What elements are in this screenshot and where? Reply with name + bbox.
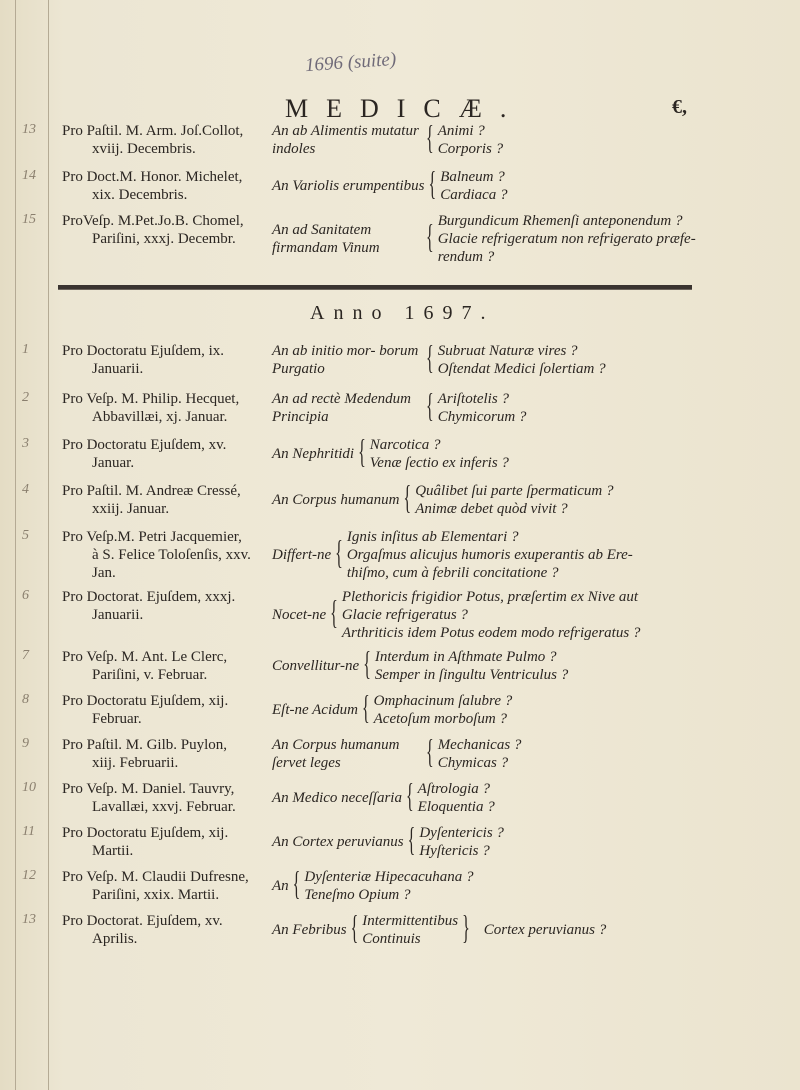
question-stem: An Variolis erumpentibus xyxy=(272,178,425,194)
disputation-occasion xyxy=(62,168,268,204)
occasion-line: Pro Doctoratu Ejuſdem, xij. xyxy=(62,825,229,841)
brace-glyph: { xyxy=(428,167,437,203)
brace-glyph: { xyxy=(426,341,434,377)
question-stem: An Corpus humanum ſervet leges xyxy=(272,737,400,771)
entry-number: 12 xyxy=(22,868,36,883)
alternative: Chymicorum ? xyxy=(437,409,527,425)
occasion-date: xviij. Decembris. xyxy=(92,141,196,157)
occasion-line: Pro Doctoratu Ejuſdem, xij. xyxy=(62,693,229,709)
disputation-occasion xyxy=(62,692,268,728)
entry-number: 4 xyxy=(22,482,29,497)
thesis-question xyxy=(272,528,633,582)
alternative: Chymicas ? xyxy=(437,755,509,771)
alternative: Quâlibet ſui parte ſpermaticum ? xyxy=(415,483,614,499)
disputation-occasion xyxy=(62,342,268,378)
alternative: Orgaſmus alicujus humoris exuperantis ab Ere- xyxy=(346,547,633,563)
occasion-date: Pariſini, xxxj. Decembr. xyxy=(92,231,236,247)
occasion-line: Pro Veſp. M. Philip. Hecquet, xyxy=(62,391,240,407)
occasion-date: Lavallæi, xxvj. Februar. xyxy=(92,799,236,815)
alternative: rendum ? xyxy=(437,249,495,265)
alternative: Arthriticis idem Potus eodem modo refrigeratus ? xyxy=(341,625,641,641)
occasion-line: ProVeſp. M.Pet.Jo.B. Chomel, xyxy=(62,213,244,229)
occasion-line: Pro Veſp. M. Claudii Dufresne, xyxy=(62,869,249,885)
entry-number: 13 xyxy=(22,912,36,927)
alternative: Corporis ? xyxy=(437,141,504,157)
alternative: Ignis inſitus ab Elementari ? xyxy=(346,529,519,545)
entry-number: 8 xyxy=(22,692,29,707)
occasion-date: Januar. xyxy=(92,455,135,471)
alternative: Glacie refrigeratum non refrigerato præfe- xyxy=(437,231,696,247)
alternative: Hyſtericis ? xyxy=(419,843,490,859)
question-stem: Nocet-ne xyxy=(272,607,327,623)
thesis-question xyxy=(272,868,473,904)
question-alternatives xyxy=(370,436,509,472)
alternative: Dyſentericis ? xyxy=(419,825,504,841)
question-alternatives xyxy=(304,868,473,904)
occasion-line: Pro Paſtil. M. Arm. Joſ.Collot, xyxy=(62,123,244,139)
question-alternatives xyxy=(342,588,641,642)
brace-glyph: { xyxy=(363,647,371,683)
thesis-question xyxy=(272,780,495,816)
entry-number: 15 xyxy=(22,212,36,227)
thesis-question xyxy=(272,692,512,728)
entry-number: 7 xyxy=(22,648,29,663)
alternative: Venæ ſectio ex inferis ? xyxy=(369,455,509,471)
entry-number: 11 xyxy=(22,824,35,839)
disputation-occasion xyxy=(62,780,268,816)
brace-glyph: { xyxy=(335,536,343,572)
thesis-question xyxy=(272,342,606,378)
question-alternatives xyxy=(418,780,495,816)
alternative: Mechanicas ? xyxy=(437,737,522,753)
brace-glyph: { xyxy=(361,691,370,727)
question-alternatives xyxy=(438,122,503,158)
disputation-occasion xyxy=(62,528,268,582)
alternative: Dyſenteriæ Hipecacuhana ? xyxy=(304,869,474,885)
signature-mark: €, xyxy=(672,96,687,118)
brace-glyph: { xyxy=(426,735,434,771)
thesis-question xyxy=(272,824,504,860)
occasion-date: Januarii. xyxy=(92,607,144,623)
thesis-question xyxy=(272,168,508,204)
occasion-date: Aprilis. xyxy=(92,931,138,947)
alternative: thiſmo, cum à febrili concitatione ? xyxy=(346,565,559,581)
question-stem: Differt-ne xyxy=(272,547,332,563)
margin-rule xyxy=(48,0,49,1090)
occasion-date: Januarii. xyxy=(92,361,144,377)
page-title: MEDICÆ. xyxy=(285,94,525,123)
occasion-date: Abbavillæi, xj. Januar. xyxy=(92,409,228,425)
question-alternatives xyxy=(362,912,458,948)
disputation-occasion xyxy=(62,436,268,472)
alternative: Narcotica ? xyxy=(369,437,441,453)
question-stem: An Cortex peruvianus xyxy=(272,834,404,850)
question-alternatives xyxy=(375,648,568,684)
occasion-line: Pro Paſtil. M. Gilb. Puylon, xyxy=(62,737,228,753)
entry-number: 13 xyxy=(22,122,36,137)
question-alternatives xyxy=(347,528,633,582)
occasion-date: Pariſini, v. Februar. xyxy=(92,667,208,683)
alternative: Continuis xyxy=(362,931,421,947)
question-stem: An ad Sanitatem firmandam Vinum xyxy=(272,222,380,256)
occasion-line: Pro Doctoratu Ejuſdem, xv. xyxy=(62,437,227,453)
alternative: Glacie refrigeratus ? xyxy=(341,607,468,623)
entry-number: 14 xyxy=(22,168,36,183)
thesis-question xyxy=(272,736,521,772)
occasion-line: Pro Veſp. M. Daniel. Tauvry, xyxy=(62,781,235,797)
alternative: Ariſtotelis ? xyxy=(437,391,509,407)
question-alternatives xyxy=(440,168,507,204)
brace-glyph: { xyxy=(350,911,359,947)
disputation-occasion xyxy=(62,736,268,772)
occasion-date: Pariſini, xxix. Martii. xyxy=(92,887,220,903)
alternative: Burgundicum Rhemenſi anteponendum ? xyxy=(437,213,683,229)
occasion-date: xiij. Februarii. xyxy=(92,755,179,771)
disputation-occasion xyxy=(62,212,268,248)
brace-glyph: { xyxy=(407,823,416,859)
disputation-occasion xyxy=(62,824,268,860)
entry-number: 5 xyxy=(22,528,29,543)
occasion-date: xix. Decembris. xyxy=(92,187,188,203)
brace-glyph: { xyxy=(426,121,434,157)
entry-number: 1 xyxy=(22,342,29,357)
disputation-occasion xyxy=(62,482,268,518)
question-conclusion: Cortex peruvianus ? xyxy=(483,922,607,938)
occasion-line: Pro Veſp.M. Petri Jacquemier, xyxy=(62,529,242,545)
occasion-date: xxiij. Januar. xyxy=(92,501,170,517)
alternative: Subruat Naturæ vires ? xyxy=(437,343,578,359)
disputation-occasion xyxy=(62,868,268,904)
thesis-question xyxy=(272,482,614,518)
occasion-date: à S. Felice Toloſenſis, xxv. Jan. xyxy=(92,547,251,581)
question-alternatives xyxy=(438,390,527,426)
occasion-line: Pro Veſp. M. Ant. Le Clerc, xyxy=(62,649,228,665)
brace-glyph: { xyxy=(426,389,434,425)
thesis-question xyxy=(272,122,503,158)
question-stem: An ab Alimentis mutatur indoles xyxy=(272,123,419,157)
thesis-question xyxy=(272,648,568,684)
alternative: Animi ? xyxy=(437,123,485,139)
disputation-occasion xyxy=(62,648,268,684)
question-stem: An Corpus humanum xyxy=(272,492,400,508)
occasion-date: Martii. xyxy=(92,843,134,859)
question-stem: An Nephritidi xyxy=(272,446,355,462)
section-divider xyxy=(58,285,692,290)
alternative: Oſtendat Medici ſolertiam ? xyxy=(437,361,606,377)
alternative: Acetoſum morboſum ? xyxy=(373,711,507,727)
question-stem: Eſt-ne Acidum xyxy=(272,702,358,718)
question-alternatives xyxy=(419,824,504,860)
question-stem: Convellitur-ne xyxy=(272,658,360,674)
alternative: Intermittentibus xyxy=(362,913,459,929)
question-alternatives xyxy=(415,482,613,518)
entry-number: 3 xyxy=(22,436,29,451)
margin-rule xyxy=(15,0,16,1090)
alternative: Animæ debet quòd vivit ? xyxy=(415,501,568,517)
question-alternatives xyxy=(438,736,522,772)
brace-glyph: { xyxy=(330,596,338,632)
question-stem: An xyxy=(272,878,289,894)
disputation-occasion xyxy=(62,912,268,948)
alternative: Aſtrologia ? xyxy=(417,781,491,797)
year-heading: Anno 1697. xyxy=(310,302,495,324)
occasion-line: Pro Doctorat. Ejuſdem, xxxj. xyxy=(62,589,236,605)
thesis-question xyxy=(272,436,509,472)
occasion-line: Pro Doctorat. Ejuſdem, xv. xyxy=(62,913,223,929)
question-stem: An ad rectè Medendum Principia xyxy=(272,391,411,425)
disputation-occasion xyxy=(62,122,268,158)
entry-number: 10 xyxy=(22,780,36,795)
brace-glyph: { xyxy=(403,481,412,517)
question-stem: An Medico neceſſaria xyxy=(272,790,402,806)
question-alternatives xyxy=(438,212,696,266)
disputation-occasion xyxy=(62,588,268,624)
brace-glyph: { xyxy=(358,435,366,471)
alternative: Semper in ſingultu Ventriculus ? xyxy=(374,667,569,683)
question-stem: An ab initio mor- borum Purgatio xyxy=(272,343,419,377)
entry-number: 9 xyxy=(22,736,29,751)
thesis-question xyxy=(272,588,640,642)
alternative: Balneum ? xyxy=(440,169,505,185)
occasion-date: Februar. xyxy=(92,711,142,727)
handwritten-note: 1696 (suite) xyxy=(304,48,397,77)
thesis-question xyxy=(272,912,606,948)
alternative: Omphacinum ſalubre ? xyxy=(373,693,513,709)
occasion-line: Pro Doct.M. Honor. Michelet, xyxy=(62,169,243,185)
thesis-question xyxy=(272,390,526,426)
question-alternatives xyxy=(438,342,606,378)
brace-glyph: { xyxy=(292,867,301,903)
entry-number: 6 xyxy=(22,588,29,603)
entry-number: 2 xyxy=(22,390,29,405)
alternative: Plethoricis frigidior Potus, præſertim ex Nive aut xyxy=(341,589,639,605)
alternative: Interdum in Aſthmate Pulmo ? xyxy=(374,649,557,665)
occasion-line: Pro Paſtil. M. Andreæ Cressé, xyxy=(62,483,241,499)
disputation-occasion xyxy=(62,390,268,426)
occasion-line: Pro Doctoratu Ejuſdem, ix. xyxy=(62,343,225,359)
thesis-question xyxy=(272,212,696,266)
brace-glyph: } xyxy=(462,911,470,947)
alternative: Cardiaca ? xyxy=(440,187,508,203)
alternative: Teneſmo Opium ? xyxy=(304,887,411,903)
alternative: Eloquentia ? xyxy=(417,799,495,815)
question-alternatives xyxy=(374,692,513,728)
brace-glyph: { xyxy=(426,220,434,256)
brace-glyph: { xyxy=(405,779,414,815)
question-stem: An Febribus xyxy=(272,922,347,938)
